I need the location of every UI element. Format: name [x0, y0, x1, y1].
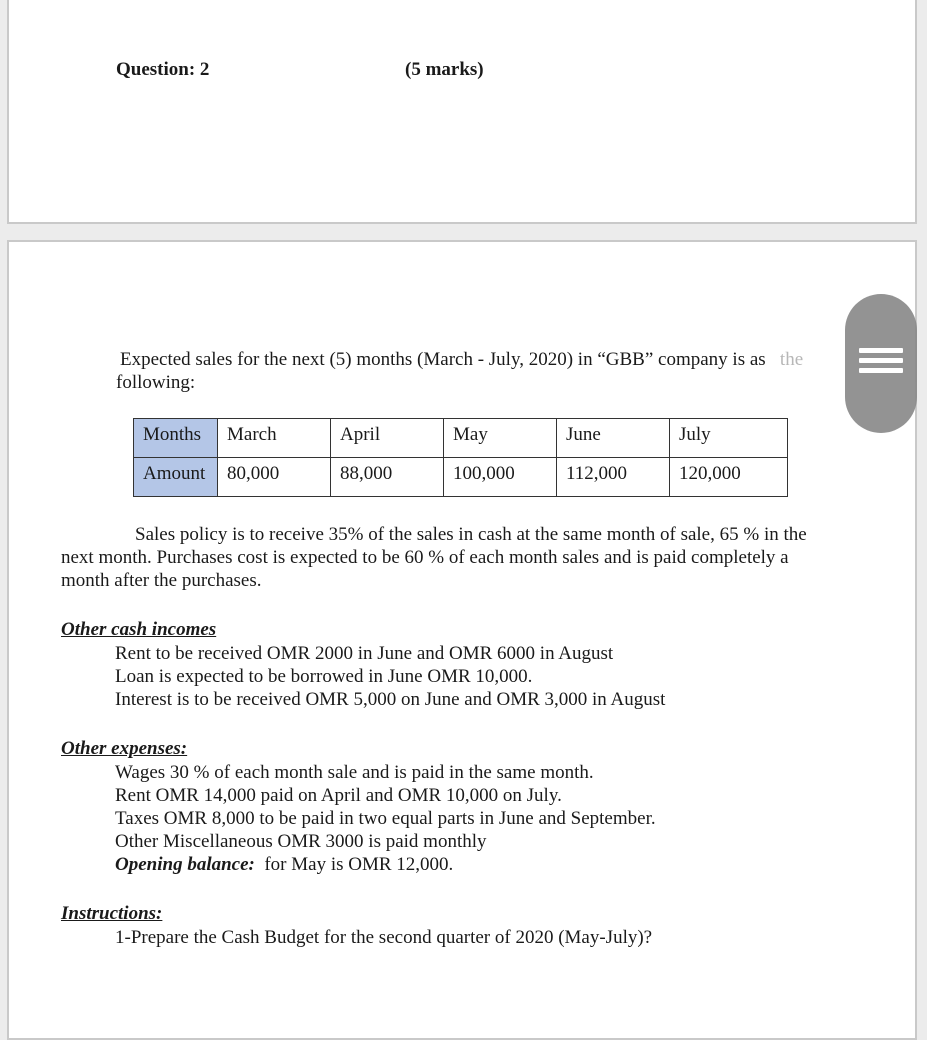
month-cell: July: [670, 419, 788, 458]
drag-handle-line: [859, 348, 903, 353]
amount-cell: 80,000: [218, 458, 331, 497]
month-cell: May: [444, 419, 557, 458]
amount-cell: 120,000: [670, 458, 788, 497]
intro-line-1-text: Expected sales for the next (5) months (March - July, 2020) in “GBB” company is as: [120, 349, 766, 370]
drag-handle-line: [859, 358, 903, 363]
opening-balance-value: for May is OMR 12,000.: [264, 854, 454, 875]
question-label: Question: 2: [116, 59, 210, 80]
intro-line-1-tail: the: [779, 349, 804, 370]
instruction-item: 1-Prepare the Cash Budget for the second quarter of 2020 (May-July)?: [115, 927, 653, 948]
intro-line-2: following:: [116, 372, 196, 393]
opening-balance-label: Opening balance:: [115, 854, 255, 875]
drag-handle-icon[interactable]: [845, 294, 917, 433]
opening-balance-line: [115, 853, 453, 876]
instructions-heading: Instructions:: [61, 903, 163, 924]
cash-income-item: Loan is expected to be borrowed in June OMR 10,000.: [115, 666, 533, 687]
month-cell: March: [218, 419, 331, 458]
intro-line-1: [120, 348, 803, 371]
expense-item: Rent OMR 14,000 paid on April and OMR 10,000 on July.: [115, 785, 562, 806]
sales-table: [133, 418, 788, 497]
expense-item: Other Miscellaneous OMR 3000 is paid monthly: [115, 831, 487, 852]
cash-income-item: Rent to be received OMR 2000 in June and OMR 6000 in August: [115, 643, 614, 664]
expense-item: Wages 30 % of each month sale and is paid in the same month.: [115, 762, 594, 783]
policy-line-1: Sales policy is to receive 35% of the sales in cash at the same month of sale, 65 % in the: [135, 524, 807, 545]
cash-income-item: Interest is to be received OMR 5,000 on June and OMR 3,000 in August: [115, 689, 666, 710]
amount-cell: 100,000: [444, 458, 557, 497]
amount-header-cell: Amount: [134, 458, 218, 497]
month-cell: June: [557, 419, 670, 458]
months-header-cell: Months: [134, 419, 218, 458]
table-row: [134, 419, 788, 458]
amount-cell: 112,000: [557, 458, 670, 497]
policy-line-2: next month. Purchases cost is expected to be 60 % of each month sales and is paid completely a: [61, 547, 789, 568]
amount-cell: 88,000: [331, 458, 444, 497]
table-row: [134, 458, 788, 497]
month-cell: April: [331, 419, 444, 458]
other-expenses-heading: Other expenses:: [61, 738, 188, 759]
question-marks: (5 marks): [405, 59, 484, 80]
policy-line-3: month after the purchases.: [61, 570, 262, 591]
drag-handle-line: [859, 368, 903, 373]
question-header-panel: [7, 0, 917, 224]
other-cash-incomes-heading: Other cash incomes: [61, 619, 217, 640]
expense-item: Taxes OMR 8,000 to be paid in two equal parts in June and September.: [115, 808, 656, 829]
